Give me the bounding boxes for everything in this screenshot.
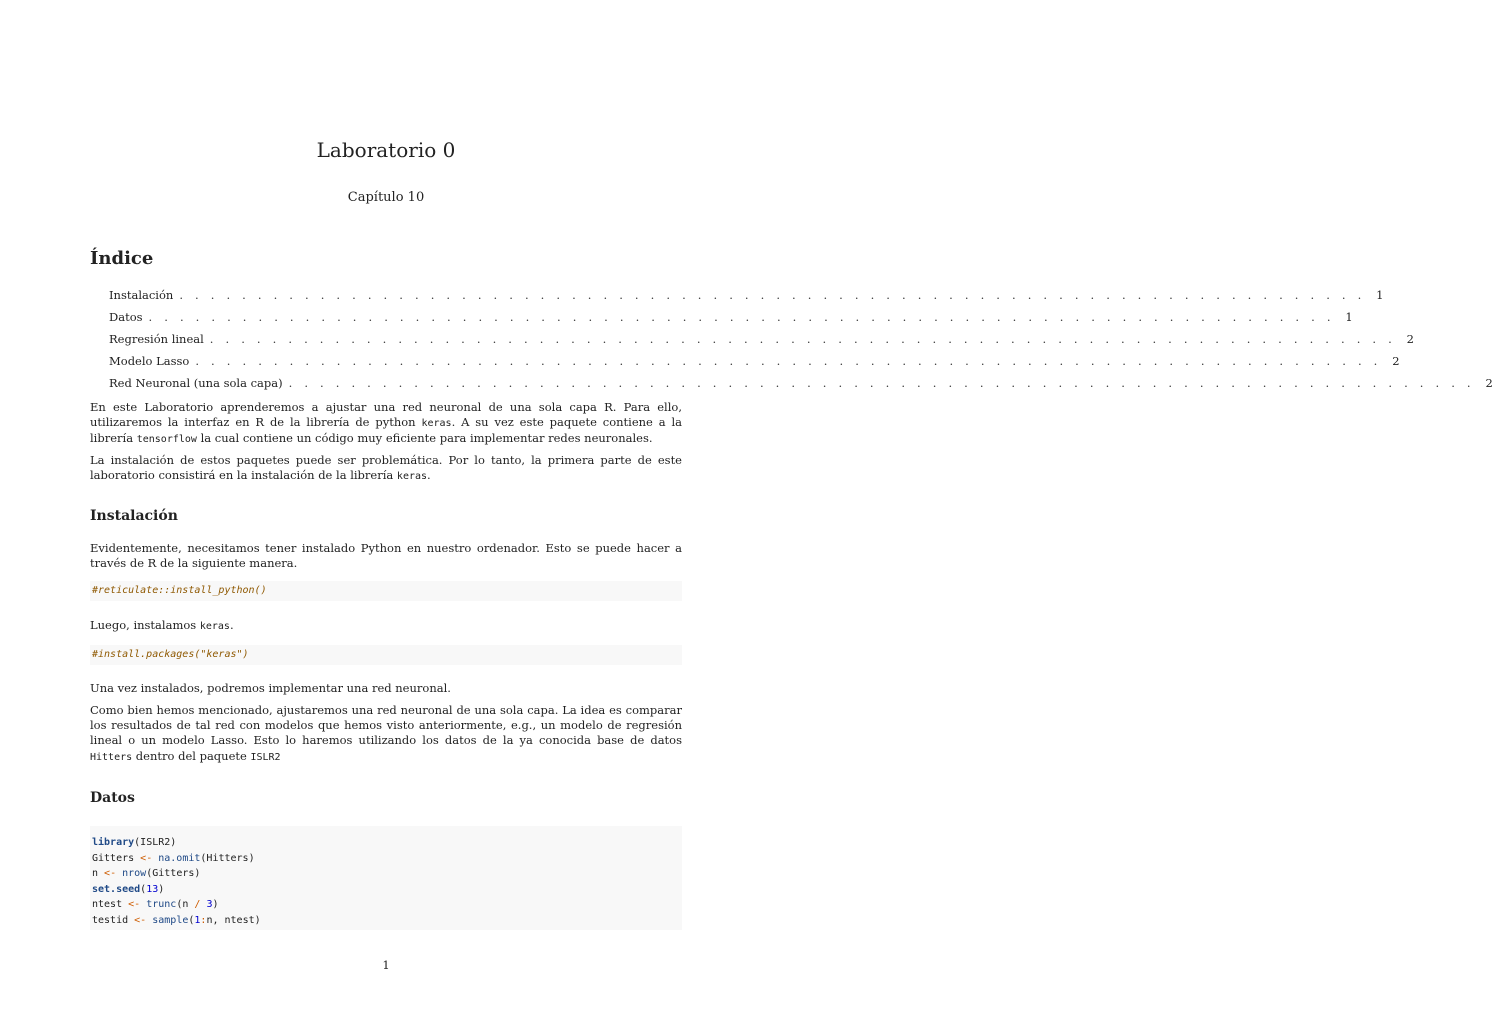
document-title: Laboratorio 0 <box>316 138 456 162</box>
code-text: n <box>92 868 105 879</box>
page-number: 1 <box>382 958 390 972</box>
code-function: library <box>92 837 135 848</box>
code-text: testid <box>92 914 135 926</box>
code-block-datos <box>90 826 682 930</box>
toc-leader: . . . . . . . . . . . . . . . . . . . . . . . . . . . . . . . . . . . . . . . . . . . . . . . . . . . . . . . . . . . . . . . . . . . . . . . . . . . . <box>209 332 1396 346</box>
code-operator: <- <box>134 914 147 926</box>
code-line <box>92 897 682 913</box>
code-text: n, ntest) <box>206 914 261 926</box>
instalacion-paragraph-1: Evidentemente, necesitamos tener instalado Python en nuestro ordenador. Esto se puede hacer a través de R de la siguiente manera. <box>90 541 682 571</box>
code-function: na.omit <box>158 852 201 864</box>
document-page <box>90 0 1493 1024</box>
text-run: . A su vez este paquete contiene a la librería <box>90 415 682 446</box>
code-line <box>92 866 682 882</box>
text-run: . <box>427 468 431 483</box>
intro-paragraph-1 <box>90 400 682 448</box>
toc-item-red-neuronal[interactable] <box>109 376 1493 398</box>
toc-item-label: Red Neuronal (una sola capa) <box>109 376 283 390</box>
code-text: ( <box>188 914 195 926</box>
toc-item-modelo-lasso[interactable] <box>109 354 1400 376</box>
section-heading-datos: Datos <box>90 790 135 806</box>
code-text: (Gitters) <box>146 868 201 879</box>
code-number: 13 <box>146 883 159 895</box>
code-line <box>92 851 682 867</box>
code-comment: #install.packages("keras") <box>92 649 249 660</box>
toc-item-label: Modelo Lasso <box>109 354 190 368</box>
toc-item-page: 1 <box>1345 310 1353 324</box>
code-number: 3 <box>206 899 213 910</box>
table-of-contents <box>109 288 1493 398</box>
inline-code: keras <box>199 621 230 632</box>
instalacion-paragraph-2 <box>90 618 682 634</box>
code-operator: / <box>194 899 201 910</box>
toc-item-page: 2 <box>1485 376 1493 390</box>
toc-item-datos[interactable] <box>109 310 1353 332</box>
toc-item-page: 2 <box>1392 354 1400 368</box>
code-block-install-python <box>90 581 682 601</box>
code-text: ) <box>212 899 219 910</box>
inline-code: tensorflow <box>136 434 197 446</box>
toc-item-page: 1 <box>1376 288 1384 302</box>
toc-item-label: Regresión lineal <box>109 332 204 346</box>
code-line <box>92 835 682 851</box>
code-function: trunc <box>146 899 177 910</box>
code-operator: : <box>200 914 207 926</box>
toc-item-label: Instalación <box>109 288 174 302</box>
code-text: (n <box>176 899 195 910</box>
code-text: ) <box>158 883 165 895</box>
toc-leader: . . . . . . . . . . . . . . . . . . . . . . . . . . . . . . . . . . . . . . . . . . . . . . . . . . . . . . . . . . . . . . . . . . . . . . . . . . . . <box>195 354 1382 368</box>
code-operator: <- <box>140 852 153 864</box>
toc-item-label: Datos <box>109 310 143 324</box>
inline-code: ISLR2 <box>250 751 281 763</box>
intro-paragraph-2 <box>90 453 682 484</box>
section-heading-instalacion: Instalación <box>90 508 178 524</box>
code-text: ( <box>140 883 147 895</box>
toc-leader: . . . . . . . . . . . . . . . . . . . . . . . . . . . . . . . . . . . . . . . . . . . . . . . . . . . . . . . . . . . . . . . . . . . . . . . . . . . . <box>148 310 1335 324</box>
code-function: nrow <box>122 868 147 879</box>
toc-item-regresion-lineal[interactable] <box>109 332 1414 354</box>
toc-heading: Índice <box>90 248 154 269</box>
code-text: Gitters <box>92 852 141 864</box>
inline-code: Hitters <box>90 751 133 763</box>
text-run: la cual contiene un código muy eficiente para implementar redes neuronales. <box>196 431 653 446</box>
code-block-install-keras <box>90 645 682 665</box>
text-run: La instalación de estos paquetes puede ser problemática. Por lo tanto, la primera parte de este laboratorio consistirá en la instalación de la librería <box>90 453 682 483</box>
instalacion-paragraph-4 <box>90 703 682 765</box>
text-run: dentro del paquete <box>132 748 251 763</box>
code-number: 1 <box>194 914 201 926</box>
instalacion-paragraph-3: Una vez instalados, podremos implementar una red neuronal. <box>90 681 451 695</box>
code-function: set.seed <box>92 883 141 895</box>
code-line <box>92 913 682 929</box>
code-text: ntest <box>92 899 129 910</box>
text-run: Luego, instalamos <box>90 618 200 632</box>
code-text: (Hitters) <box>200 852 255 864</box>
toc-leader: . . . . . . . . . . . . . . . . . . . . . . . . . . . . . . . . . . . . . . . . . . . . . . . . . . . . . . . . . . . . . . . . . . . . . . . . . . . . <box>288 376 1475 390</box>
inline-code: keras <box>421 418 452 430</box>
inline-code: keras <box>396 471 428 483</box>
code-operator: <- <box>128 899 141 910</box>
code-comment: #reticulate::install_python() <box>92 585 267 596</box>
text-run: Como bien hemos mencionado, ajustaremos una red neuronal de una sola capa. La idea es comparar los resultados de tal red con modelos que hemos visto anteriormente, e.g., un modelo de regresión lineal o un modelo Lasso. Esto lo haremos utilizando los datos de la ya conocida base de datos <box>90 703 682 748</box>
document-subtitle: Capítulo 10 <box>347 190 425 205</box>
code-line <box>92 882 682 898</box>
code-operator: <- <box>104 868 117 879</box>
code-function: sample <box>152 914 189 926</box>
text-run: En este Laboratorio aprenderemos a ajustar una red neuronal de una sola capa R. Para ello, utilizaremos la interfaz en R de la librería de python <box>90 400 682 430</box>
toc-item-page: 2 <box>1406 332 1414 346</box>
toc-item-instalacion[interactable] <box>109 288 1384 310</box>
toc-leader: . . . . . . . . . . . . . . . . . . . . . . . . . . . . . . . . . . . . . . . . . . . . . . . . . . . . . . . . . . . . . . . . . . . . . . . . . . . . <box>179 288 1366 302</box>
code-text: (ISLR2) <box>134 837 177 848</box>
text-run: . <box>229 618 234 632</box>
